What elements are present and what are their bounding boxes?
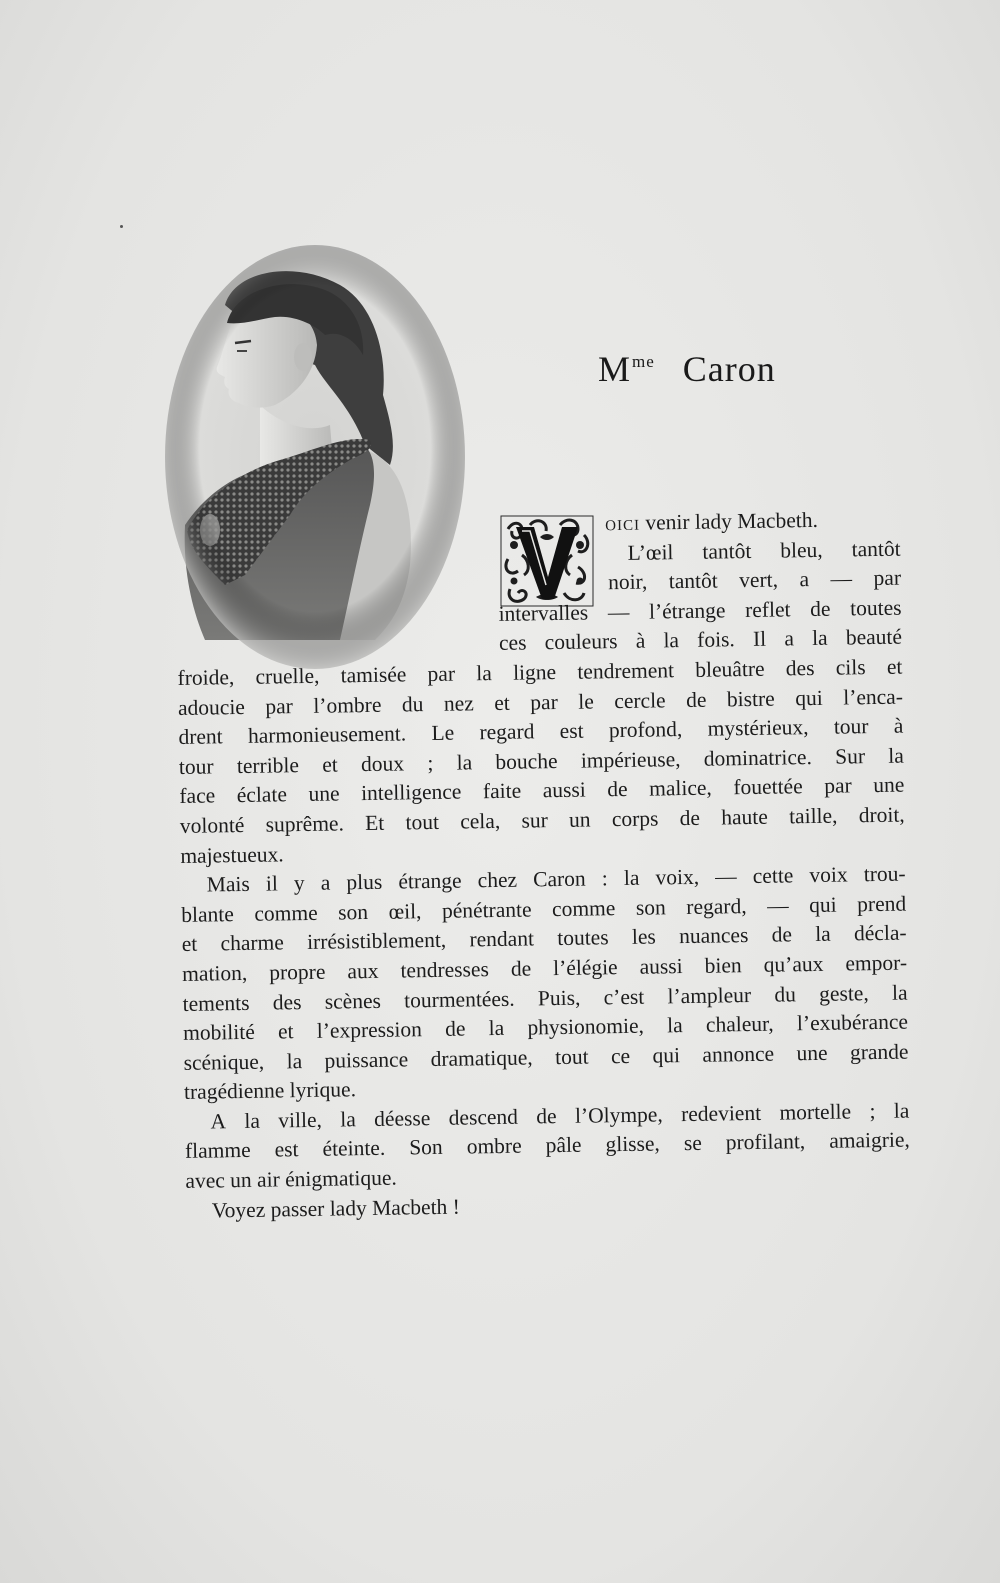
text-span: venir lady Macbeth.	[639, 507, 819, 535]
text-span: tour terrible et doux ; la bouche impérieuse, dominatrice. Sur la	[178, 743, 905, 779]
text-span: ces couleurs à la fois. Il a la beauté	[498, 624, 903, 656]
text-span: L’œil tantôt bleu, tantôt	[627, 536, 901, 565]
text-span: noir, tantôt vert, a — par	[607, 565, 902, 595]
dropcap-continuation: oici	[604, 510, 641, 536]
speck	[120, 225, 123, 228]
text-span: avec un air énigmatique.	[185, 1165, 397, 1193]
text-span: face éclate une intelligence faite aussi de malice, fouettée par une	[179, 772, 905, 809]
text-span: majestueux.	[180, 841, 284, 868]
text-span: adoucie par l’ombre du nez et par le cercle de bistre qui l’enca-	[177, 684, 904, 720]
text-span: drent harmonieusement. Le regard est profond, mystérieux, tour à	[178, 713, 904, 750]
title-name: Caron	[682, 349, 776, 389]
text-span: Voyez passer lady Macbeth !	[211, 1194, 461, 1223]
title-prefix: M	[598, 349, 632, 389]
text-span: et charme irrésistiblement, rendant toutes les nuances de la décla-	[181, 920, 907, 957]
text-span: volonté suprême. Et tout cela, sur un corps de haute taille, droit,	[179, 802, 905, 838]
text-span: blante comme son œil, pénétrante comme son regard, — qui prend	[181, 891, 907, 927]
text-span: tements des scènes tourmentées. Puis, c’est l’ampleur du geste, la	[182, 980, 908, 1016]
text-span: froide, cruelle, tamisée par la ligne tendrement bleuâtre des cils et	[177, 654, 903, 690]
text-span: mation, propre aux tendresses de l’élégie aussi bien qu’aux empor-	[182, 950, 908, 986]
text-span: tragédienne lyrique.	[183, 1077, 357, 1105]
text-span: flamme est éteinte. Son ombre pâle glisse, se profilant, amaigrie,	[184, 1128, 910, 1164]
text-span: intervalles — l’étrange reflet de toutes	[498, 595, 902, 626]
text-span: Mais il y a plus étrange chez Caron : la voix, — cette voix trou-	[206, 861, 906, 897]
article-body	[175, 505, 911, 1227]
text-span: scénique, la puissance dramatique, tout ce qui annonce une grande	[183, 1039, 909, 1075]
text-span: mobilité et l’expression de la physionomie, la chaleur, l’exubérance	[182, 1009, 909, 1046]
page-title	[598, 348, 776, 390]
title-suffix: me	[632, 352, 655, 371]
text-span: A la ville, la déesse descend de l’Olympe, redevient mortelle ; la	[210, 1098, 910, 1134]
